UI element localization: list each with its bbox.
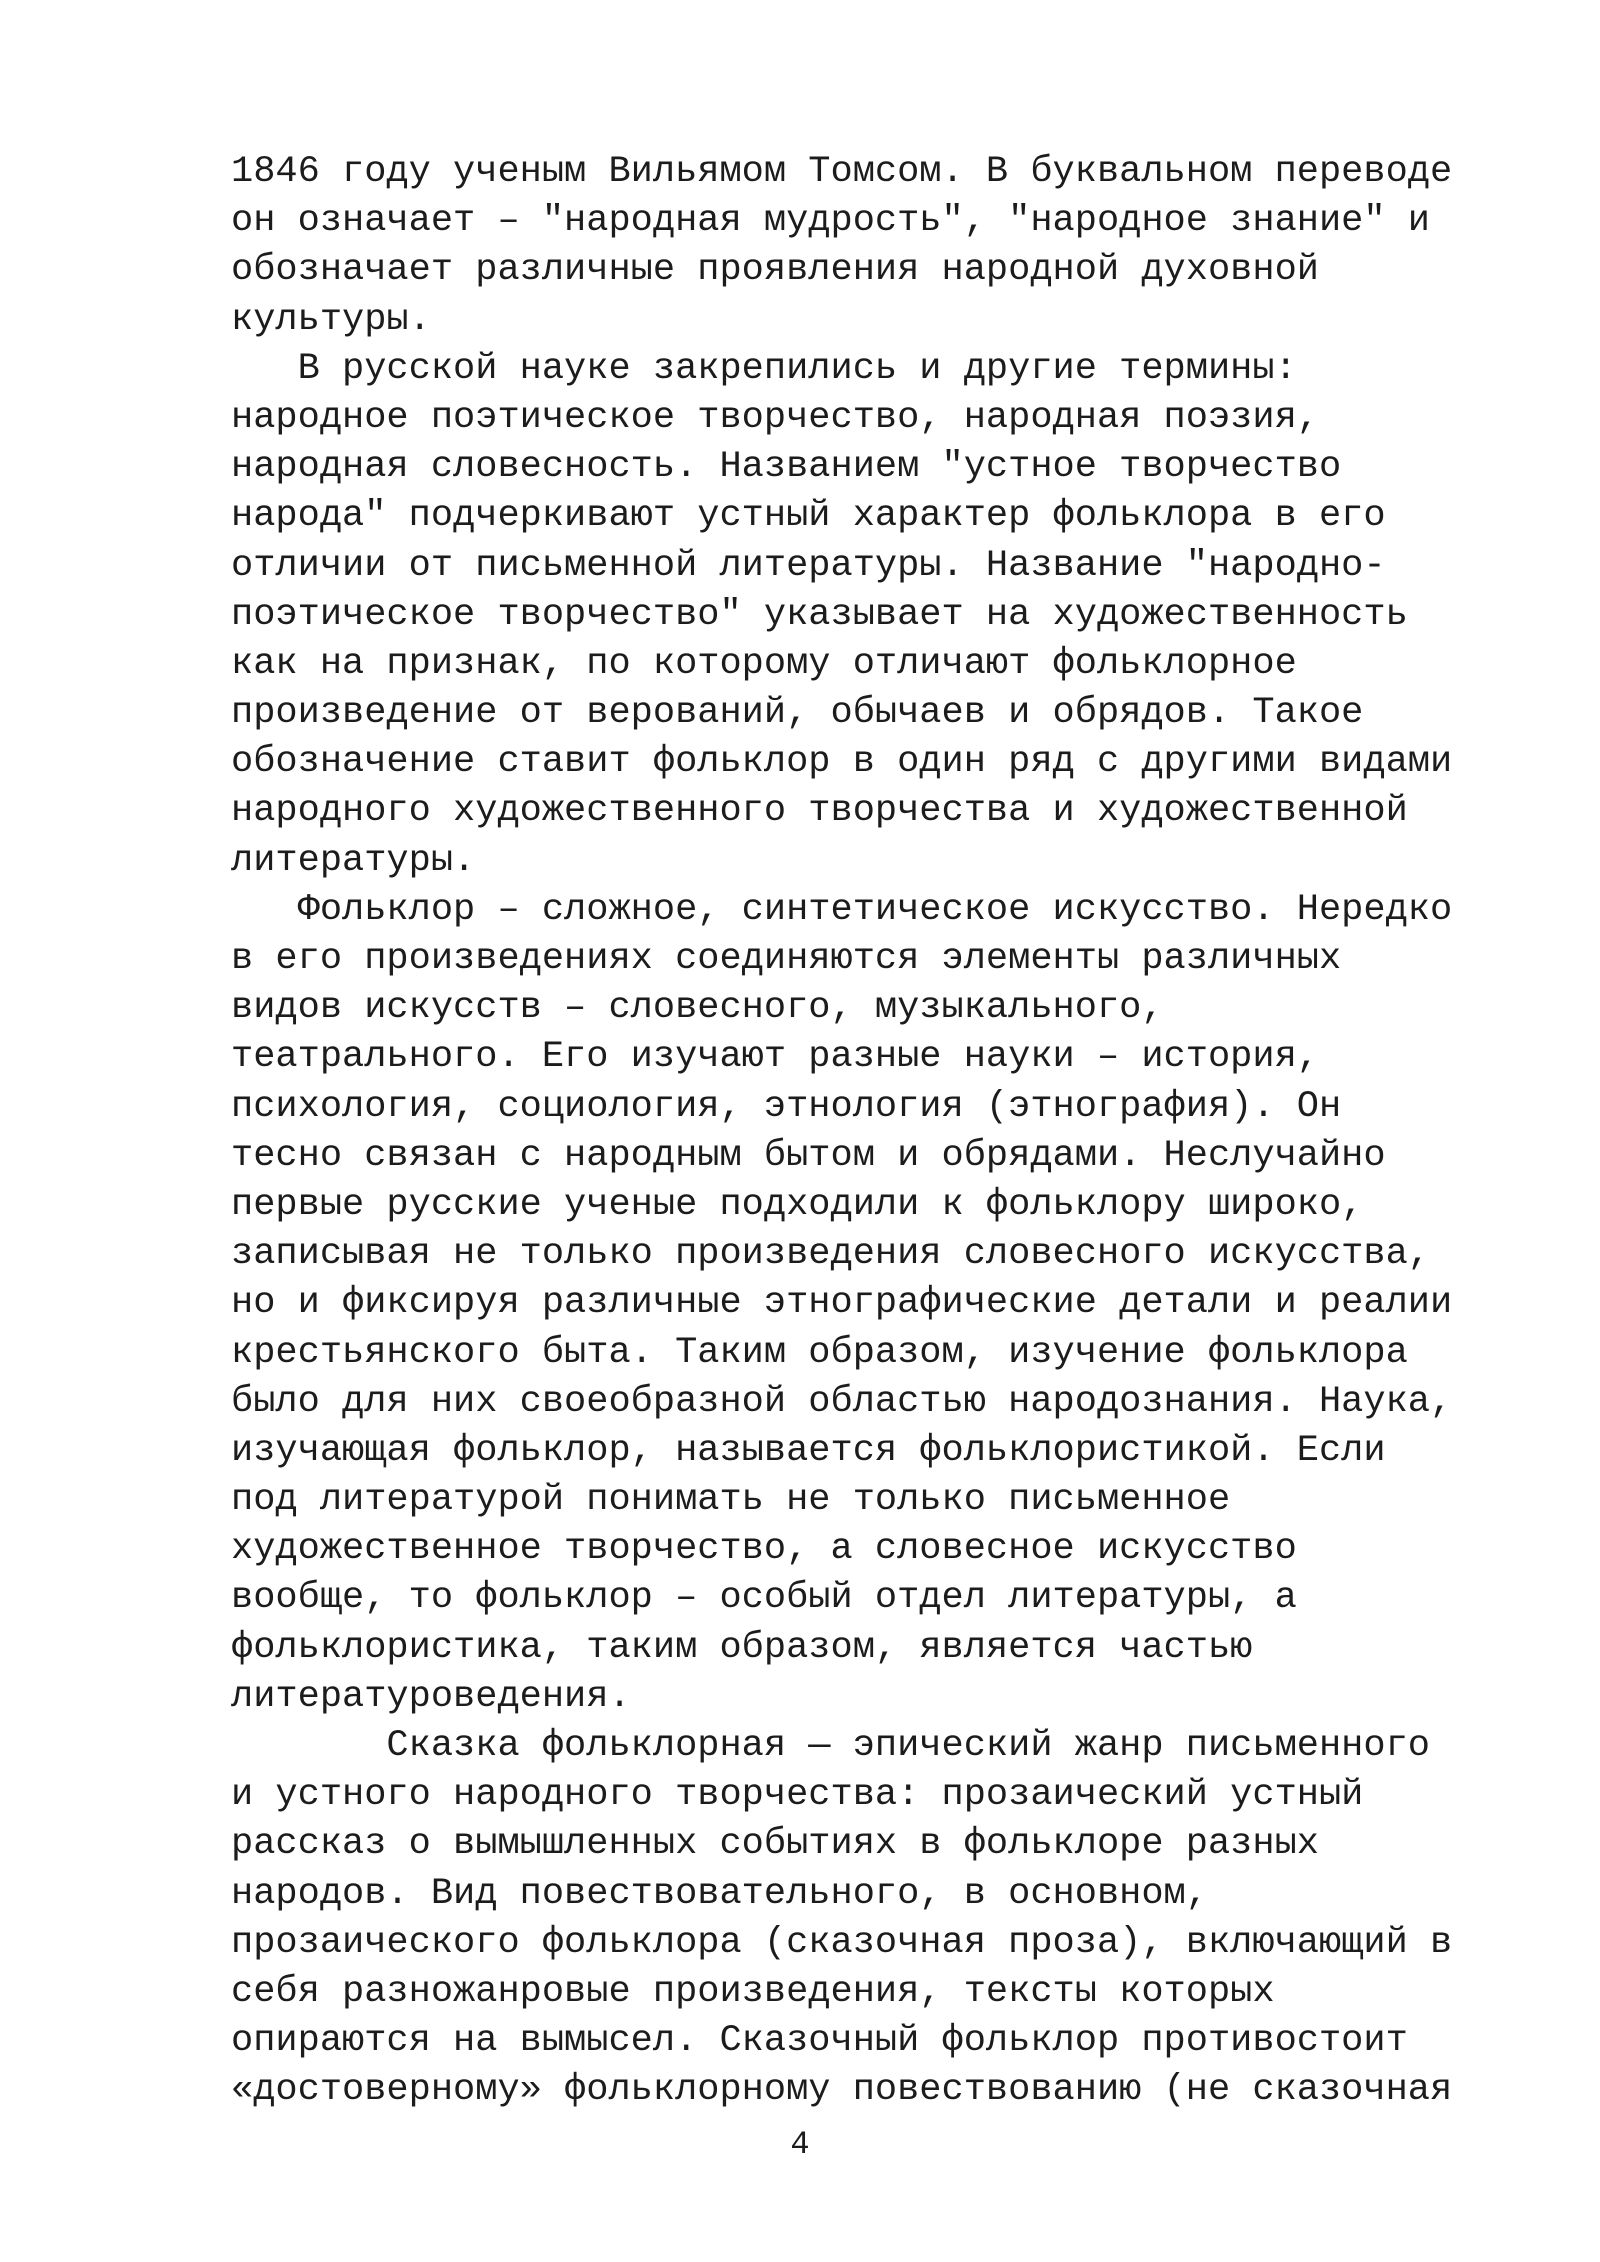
text-line: как на признак, по которому отличают фольклорное xyxy=(231,642,1297,685)
text-line: народов. Вид повествовательного, в основном, xyxy=(231,1872,1208,1915)
text-line: Фольклор – сложное, синтетическое искусство. Нередко xyxy=(231,888,1453,931)
text-line: художественное творчество, а словесное искусство xyxy=(231,1528,1297,1571)
text-line: но и фиксируя различные этнографические детали и реалии xyxy=(231,1282,1453,1325)
text-line: себя разножанровые произведения, тексты которых xyxy=(231,1970,1275,2013)
text-line: он означает – "народная мудрость", "народное знание" и xyxy=(231,200,1430,243)
text-line: Сказка фольклорная — эпический жанр письменного xyxy=(231,1725,1430,1767)
text-line: культуры. xyxy=(231,298,431,341)
text-line: и устного народного творчества: прозаический устный xyxy=(231,1774,1364,1817)
text-line: опираются на вымысел. Сказочный фольклор противостоит xyxy=(231,2020,1408,2063)
text-line: тесно связан с народным бытом и обрядами. Неслучайно xyxy=(231,1134,1386,1177)
text-line: народная словесность. Названием "устное творчество xyxy=(231,446,1342,489)
text-line: было для них своеобразной областью народознания. Наука, xyxy=(231,1380,1453,1423)
text-line: литературоведения. xyxy=(231,1675,631,1718)
text-line: 1846 году ученым Вильямом Томсом. В буквальном переводе xyxy=(231,151,1453,193)
text-line: вообще, то фольклор – особый отдел литературы, а xyxy=(231,1577,1297,1620)
text-line: «достоверному» фольклорному повествованию (не сказочная xyxy=(231,2069,1453,2112)
text-line: рассказ о вымышленных событиях в фольклоре разных xyxy=(231,1823,1319,1866)
text-line: под литературой понимать не только письменное xyxy=(231,1479,1231,1522)
paragraph xyxy=(231,886,1491,1722)
body-text xyxy=(231,148,1491,2116)
paragraph xyxy=(231,1722,1491,2116)
text-line: народного художественного творчества и художественной xyxy=(231,790,1408,833)
text-line: поэтическое творчество" указывает на художественность xyxy=(231,593,1408,636)
paragraph xyxy=(231,148,1491,345)
text-line: записывая не только произведения словесного искусства, xyxy=(231,1233,1430,1276)
text-line: обозначение ставит фольклор в один ряд с другими видами xyxy=(231,741,1453,784)
text-line: изучающая фольклор, называется фольклористикой. Если xyxy=(231,1429,1386,1472)
paragraph xyxy=(231,345,1491,886)
text-line: прозаического фольклора (сказочная проза), включающий в xyxy=(231,1921,1453,1964)
text-line: фольклористика, таким образом, является частью xyxy=(231,1626,1253,1669)
text-line: крестьянского быта. Таким образом, изучение фольклора xyxy=(231,1331,1408,1374)
text-line: В русской науке закрепились и другие термины: xyxy=(231,347,1297,390)
text-line: в его произведениях соединяются элементы различных xyxy=(231,938,1342,980)
text-line: психология, социология, этнология (этнография). Он xyxy=(231,1085,1342,1128)
text-line: обозначает различные проявления народной духовной xyxy=(231,249,1319,292)
text-line: отличии от письменной литературы. Название "народно- xyxy=(231,544,1386,587)
text-line: литературы. xyxy=(231,839,476,882)
text-line: народное поэтическое творчество, народная поэзия, xyxy=(231,396,1319,439)
text-line: народа" подчеркивают устный характер фольклора в его xyxy=(231,495,1386,538)
page-number: 4 xyxy=(790,2126,810,2163)
text-line: видов искусств – словесного, музыкального, xyxy=(231,987,1164,1030)
text-line: первые русские ученые подходили к фольклору широко, xyxy=(231,1183,1364,1226)
text-line: произведение от верований, обычаев и обрядов. Такое xyxy=(231,692,1364,735)
text-line: театрального. Его изучают разные науки – история, xyxy=(231,1036,1319,1079)
